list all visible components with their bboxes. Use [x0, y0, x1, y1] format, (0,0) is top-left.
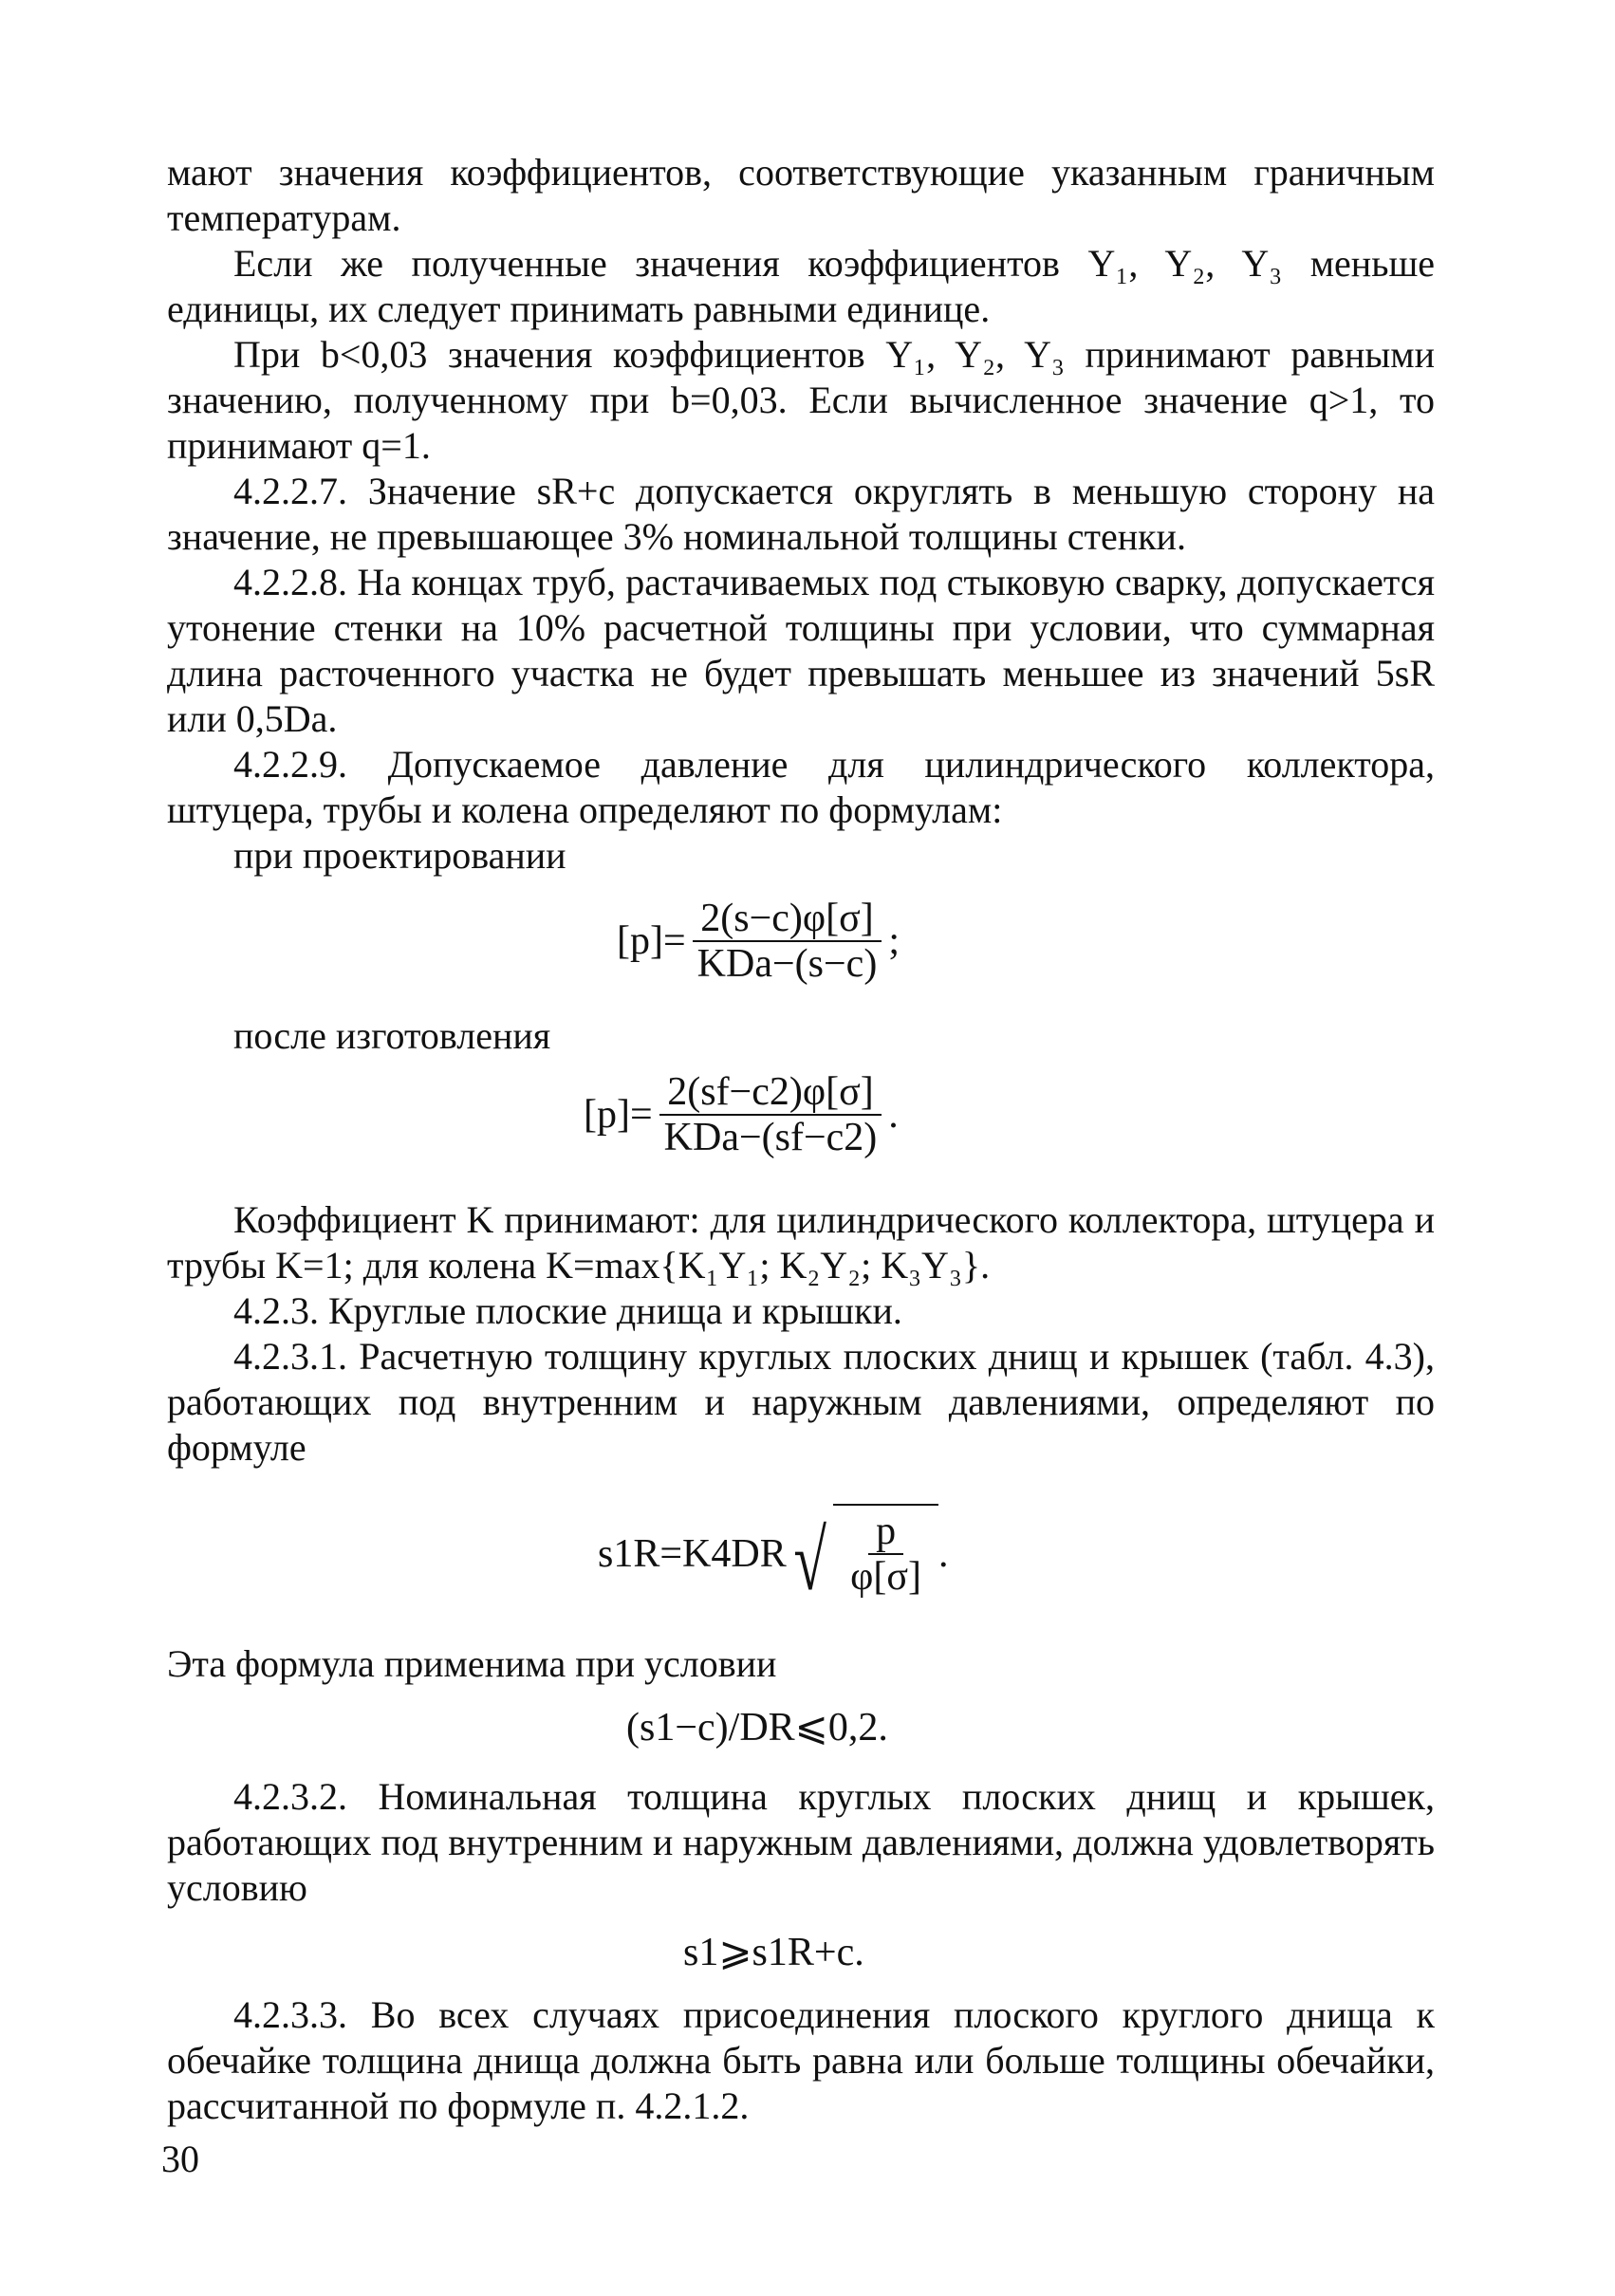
formula-denominator: KDa−(sf−c2) [663, 1116, 878, 1159]
formula-fraction [690, 897, 885, 986]
formula-denominator: KDa−(s−c) [696, 942, 878, 986]
sqrt-sign [787, 1504, 938, 1608]
formula-fraction [843, 1509, 929, 1599]
formula-numerator: p [868, 1509, 903, 1555]
paragraph: Коэффициент K принимают: для цилиндрического коллектора, штуцера и трубы K=1; для колена K=max{K₁Y₁; K₂Y₂; K₃Y₃}. [167, 1198, 1435, 1287]
formula-numerator: 2(sf−c2)φ[σ] [659, 1070, 882, 1116]
paragraph: мают значения коэффициентов, соответствующие указанным граничным температурам. [167, 151, 1435, 239]
formula-denominator: φ[σ] [850, 1555, 921, 1599]
paragraph: 4.2.3.3. Во всех случаях присоединения плоского круглого днища к обечайке толщина днища должна быть равна или больше толщины обечайки, рассчитанной по формуле п. 4.2.1.2. [167, 1993, 1435, 2127]
formula-end: . [888, 1093, 899, 1137]
formula-end: . [938, 1532, 949, 1576]
formula-lhs: [p]= [584, 1093, 653, 1137]
formula-lhs: s1R=K4DR [598, 1532, 787, 1576]
radical-icon: √ [793, 1514, 826, 1608]
paragraph: 4.2.2.7. Значение sR+c допускается округлять в меньшую сторону на значение, не превышающее 3% номинальной толщины стенки. [167, 470, 1435, 558]
paragraph: Если же полученные значения коэффициентов Y₁, Y₂, Y₃ меньше единицы, их следует принимать равными единице. [167, 242, 1435, 330]
paragraph: Эта формула применима при условии [167, 1642, 777, 1685]
formula-text: (s1−c)/DR⩽0,2. [626, 1706, 888, 1750]
paragraph: 4.2.2.9. Допускаемое давление для цилиндрического коллектора, штуцера, трубы и колена определяют по формулам: [167, 743, 1435, 831]
formula-head-thickness [598, 1504, 949, 1608]
text-block-condition [167, 1641, 1435, 1687]
paragraph: 4.2.3.1. Расчетную толщину круглых плоских днищ и крышек (табл. 4.3), работающих под внутренним и наружным давлениями, определяют по формуле [167, 1335, 1435, 1469]
formula-end: ; [888, 919, 900, 963]
formula-fraction [657, 1070, 885, 1159]
text-block-top [167, 150, 1435, 879]
page-number: 30 [161, 2138, 199, 2180]
formula-text: s1⩾s1R+c. [683, 1931, 864, 1974]
paragraph: 4.2.3. Круглые плоские днища и крышки. [233, 1289, 902, 1332]
formula-nominal-condition [683, 1928, 864, 1975]
formula-design-pressure [617, 897, 900, 986]
formula-lhs: [p]= [617, 919, 686, 963]
paragraph: 4.2.3.2. Номинальная толщина круглых плоских днищ и крышек, работающих под внутренним и наружным давлениями, должна удовлетворять условию [167, 1775, 1435, 1909]
paragraph: 4.2.2.8. На концах труб, растачиваемых под стыковую сварку, допускается утонение стенки на 10% расчетной толщины при условии, что суммарная длина расточенного участка не будет превышать меньшее из значений 5sR или 0,5Da. [167, 561, 1435, 740]
text-block-bottom [167, 1992, 1435, 2129]
paragraph: При b<0,03 значения коэффициентов Y₁, Y₂, Y₃ принимают равными значению, полученному при b=0,03. Если вычисленное значение q>1, то принимают q=1. [167, 333, 1435, 467]
text-block-after-manufacture [167, 1013, 1435, 1059]
text-block-middle [167, 1197, 1435, 1471]
formula-manufactured-pressure [584, 1070, 899, 1159]
formula-numerator: 2(s−c)φ[σ] [693, 897, 882, 942]
text-block-nominal [167, 1774, 1435, 1911]
formula-radicand [833, 1504, 938, 1599]
paragraph: при проектировании [233, 834, 566, 877]
paragraph: после изготовления [233, 1014, 551, 1057]
formula-condition [626, 1703, 888, 1750]
